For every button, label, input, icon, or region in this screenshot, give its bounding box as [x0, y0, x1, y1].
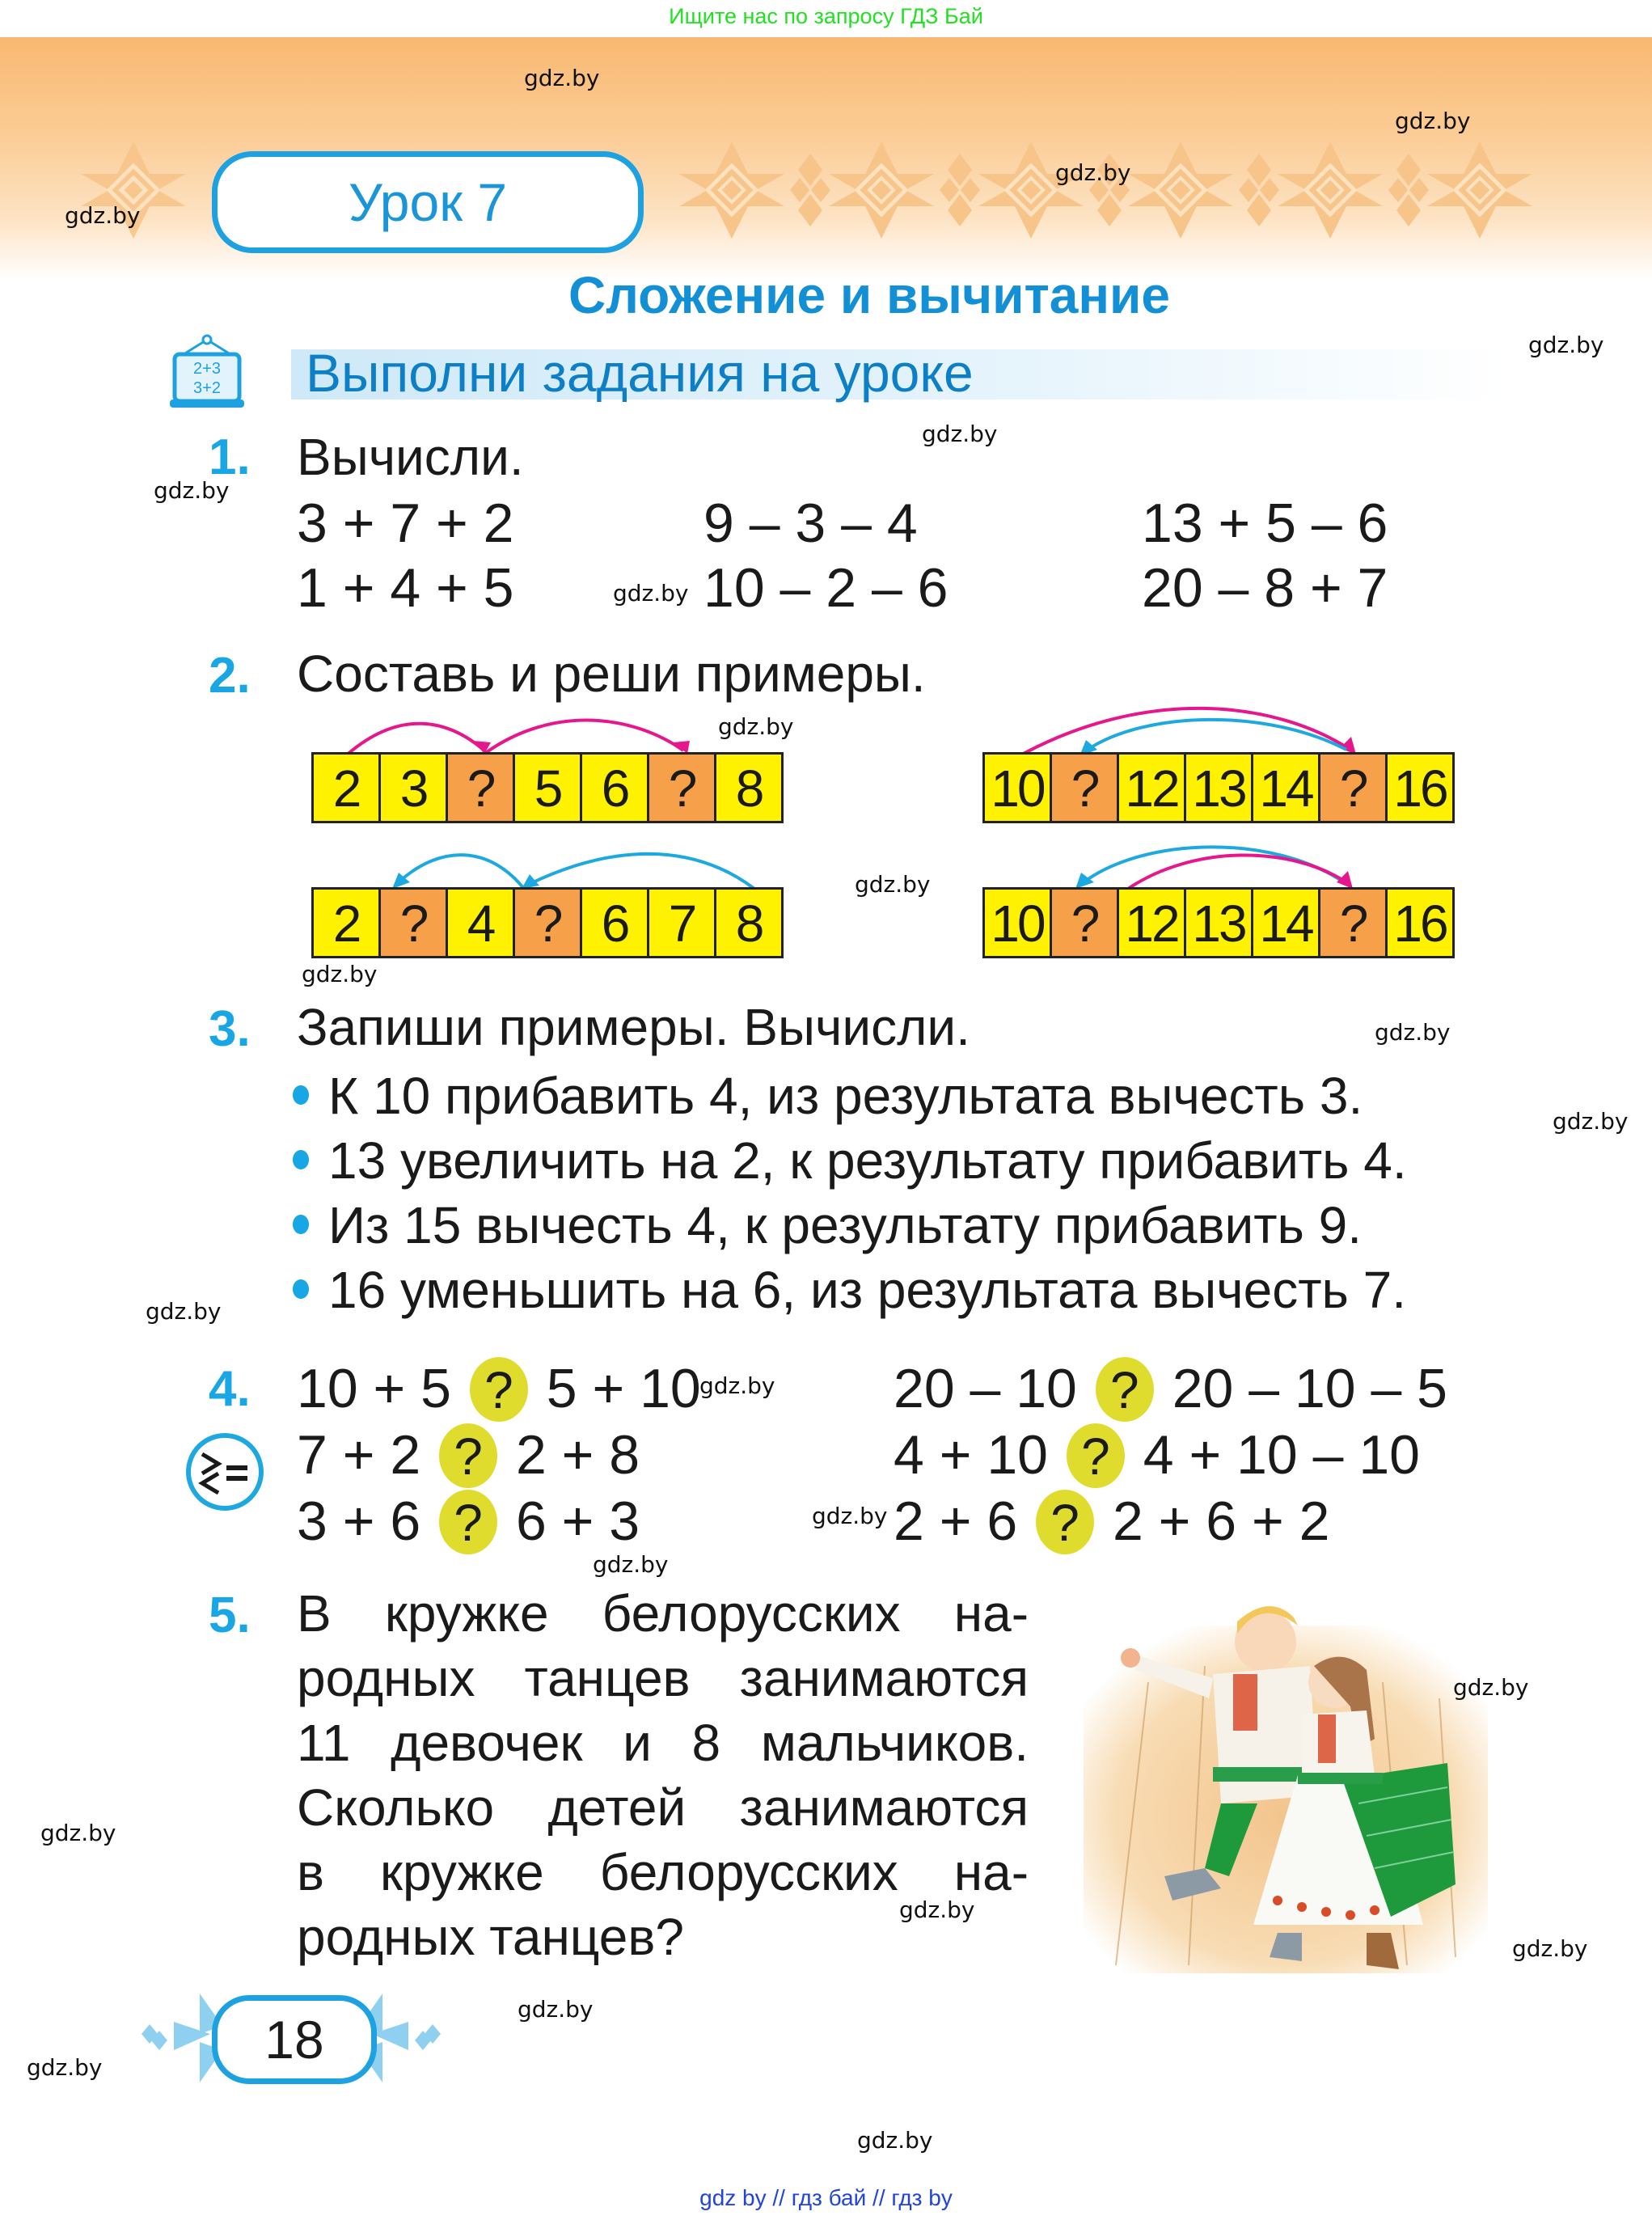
task-1-number: 1. [209, 429, 251, 485]
strip-cell: 6 [582, 890, 649, 956]
strip-cell: 13 [1186, 890, 1253, 956]
task-3-item: К 10 прибавить 4, из результата вычесть 3. [293, 1066, 1363, 1126]
watermark: gdz.by [613, 580, 689, 607]
section-title: Выполни задания на уроке [306, 343, 974, 403]
board-icon [170, 333, 244, 409]
watermark: gdz.by [922, 421, 998, 447]
task-5-text: В кружке белорусских на- родных танцев занимаются 11 девочек и 8 мальчиков. Сколько детей занимаются в кружке белорусских на- родных танцев? [297, 1584, 1029, 1966]
strip-cell: 12 [1119, 890, 1186, 956]
task-3-item: 16 уменьшить на 6, из результата вычесть 7. [293, 1260, 1406, 1320]
page-number: 18 [212, 1995, 377, 2084]
compare-placeholder[interactable]: ? [439, 1490, 497, 1554]
task-1-expr: 9 – 3 – 4 [703, 493, 918, 554]
svg-text:3+2: 3+2 [193, 379, 221, 397]
strip-cell: 7 [649, 890, 716, 956]
dancers-illustration [1067, 1577, 1504, 1981]
svg-text:2+3: 2+3 [193, 360, 221, 378]
watermark: gdz.by [855, 871, 931, 898]
task-1-expr: 1 + 4 + 5 [297, 557, 514, 619]
watermark: gdz.by [1453, 1674, 1529, 1701]
task-3-item: 13 увеличить на 2, к результату прибавить 4. [293, 1131, 1407, 1190]
watermark: gdz.by [718, 713, 794, 740]
lesson-badge: Урок 7 [212, 151, 644, 253]
strip-cell-unknown[interactable]: ? [1052, 755, 1119, 821]
task-2-number: 2. [209, 648, 251, 704]
task-3-item: Из 15 вычесть 4, к результату прибавить 9. [293, 1195, 1362, 1255]
watermark: gdz.by [899, 1896, 975, 1923]
watermark: gdz.by [27, 2054, 103, 2081]
compare-signs-icon [184, 1431, 265, 1512]
strip-cell: 5 [515, 755, 582, 821]
task-1-expr: 13 + 5 – 6 [1142, 493, 1388, 554]
compare-row: 3 + 6 ? 6 + 3 [297, 1490, 640, 1558]
compare-placeholder[interactable]: ? [1096, 1357, 1154, 1422]
task-5-number: 5. [209, 1588, 251, 1643]
footer-links[interactable]: gdz by // гдз бай // гдз by [699, 2185, 953, 2210]
number-strip [982, 752, 1455, 823]
strip-cell-unknown[interactable]: ? [1320, 755, 1388, 821]
watermark: gdz.by [812, 1503, 888, 1529]
strip-cell: 4 [448, 890, 515, 956]
strip-cell-unknown[interactable]: ? [448, 755, 515, 821]
bullet-icon [293, 1085, 309, 1105]
arrows-strip-3 [982, 700, 1468, 760]
top-banner[interactable]: Ищите нас по запросу ГДЗ Бай [669, 4, 983, 28]
strip-cell: 14 [1253, 890, 1320, 956]
strip-cell: 14 [1253, 755, 1320, 821]
ornament-border-icon [679, 142, 1577, 239]
number-strip [311, 887, 784, 958]
watermark: gdz.by [1528, 332, 1604, 358]
strip-cell: 3 [381, 755, 448, 821]
strip-cell: 2 [314, 890, 381, 956]
task-3-title: Запиши примеры. Вычисли. [297, 998, 970, 1056]
compare-placeholder[interactable]: ? [1067, 1423, 1125, 1488]
strip-cell-unknown[interactable]: ? [649, 755, 716, 821]
strip-cell: 8 [716, 755, 781, 821]
compare-placeholder[interactable]: ? [470, 1357, 528, 1422]
compare-row: 2 + 6 ? 2 + 6 + 2 [894, 1490, 1329, 1558]
bullet-icon [293, 1215, 309, 1234]
page-title: Сложение и вычитание [568, 266, 1170, 324]
strip-cell-unknown[interactable]: ? [381, 890, 448, 956]
number-strip [982, 887, 1455, 958]
strip-cell-unknown[interactable]: ? [515, 890, 582, 956]
compare-row: 4 + 10 ? 4 + 10 – 10 [894, 1423, 1420, 1491]
watermark: gdz.by [1512, 1935, 1588, 1962]
compare-placeholder[interactable]: ? [1036, 1490, 1094, 1554]
watermark: gdz.by [1553, 1108, 1629, 1135]
compare-row: 20 – 10 ? 20 – 10 – 5 [894, 1357, 1447, 1425]
watermark: gdz.by [40, 1820, 116, 1846]
watermark: gdz.by [518, 1996, 594, 2023]
strip-cell: 6 [582, 755, 649, 821]
watermark: gdz.by [593, 1551, 669, 1578]
bullet-icon [293, 1150, 309, 1169]
watermark: gdz.by [1375, 1019, 1451, 1046]
arrows-strip-2 [311, 845, 796, 894]
strip-cell: 2 [314, 755, 381, 821]
strip-cell-unknown[interactable]: ? [1052, 890, 1119, 956]
task-2-title: Составь и реши примеры. [297, 645, 926, 703]
number-strip [311, 752, 784, 823]
strip-cell: 10 [985, 890, 1052, 956]
watermark: gdz.by [857, 2127, 933, 2154]
watermark: gdz.by [146, 1298, 222, 1325]
watermark: gdz.by [65, 202, 141, 229]
watermark: gdz.by [302, 961, 378, 987]
strip-cell: 16 [1388, 890, 1452, 956]
compare-placeholder[interactable]: ? [439, 1423, 497, 1488]
task-1-title: Вычисли. [297, 428, 524, 486]
strip-cell: 10 [985, 755, 1052, 821]
strip-cell: 8 [716, 890, 781, 956]
task-1-expr: 20 – 8 + 7 [1142, 557, 1388, 619]
strip-cell: 13 [1186, 755, 1253, 821]
compare-row: 7 + 2 ? 2 + 8 [297, 1423, 640, 1491]
compare-row: 10 + 5 ? 5 + 10 [297, 1357, 701, 1425]
task-1-expr: 3 + 7 + 2 [297, 493, 514, 554]
strip-cell: 12 [1119, 755, 1186, 821]
strip-cell: 16 [1388, 755, 1452, 821]
watermark: gdz.by [1055, 159, 1131, 186]
watermark: gdz.by [699, 1372, 775, 1399]
bullet-icon [293, 1279, 309, 1299]
arrows-strip-4 [982, 837, 1468, 894]
watermark: gdz.by [1395, 108, 1471, 134]
task-1-expr: 10 – 2 – 6 [703, 557, 949, 619]
strip-cell-unknown[interactable]: ? [1320, 890, 1388, 956]
task-3-number: 3. [209, 1001, 251, 1057]
watermark: gdz.by [524, 65, 600, 91]
task-4-number: 4. [209, 1361, 251, 1417]
watermark: gdz.by [154, 477, 230, 504]
